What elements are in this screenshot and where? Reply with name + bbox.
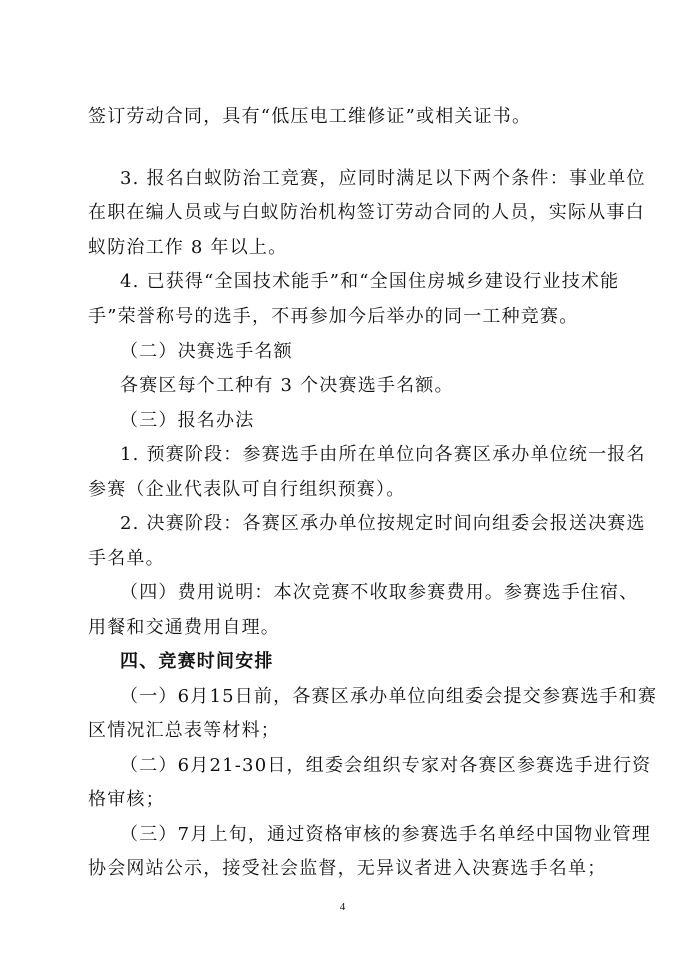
text-line: 参赛（企业代表队可自行组织预赛）。 bbox=[88, 479, 406, 500]
section-heading: （二）决赛选手名额 bbox=[120, 341, 293, 362]
page-number: 4 bbox=[339, 901, 346, 913]
text-line: 2. 决赛阶段：各赛区承办单位按规定时间向组委会报送决赛选 bbox=[120, 513, 646, 534]
text-line: 在职在编人员或与白蚁防治机构签订劳动合同的人员，实际从事白 bbox=[88, 202, 645, 223]
text-line: 1. 预赛阶段：参赛选手由所在单位向各赛区承办单位统一报名 bbox=[120, 444, 646, 465]
text-line: 各赛区每个工种有 3 个决赛选手名额。 bbox=[120, 375, 454, 396]
text-line: 手名单。 bbox=[88, 548, 165, 569]
chapter-heading: 四、竞赛时间安排 bbox=[120, 651, 274, 672]
text-line: 蚁防治工作 8 年以上。 bbox=[88, 237, 288, 258]
text-line: 区情况汇总表等材料； bbox=[88, 720, 280, 741]
text-line: 协会网站公示，接受社会监督，无异议者进入决赛选手名单； bbox=[88, 858, 607, 879]
text-line: 用餐和交通费用自理。 bbox=[88, 617, 280, 638]
section-heading: （三）报名办法 bbox=[120, 410, 255, 431]
text-line: （二）6月21-30日，组委会组织专家对各赛区参赛选手进行资 bbox=[120, 755, 652, 776]
text-line: （三）7月上旬，通过资格审核的参赛选手名单经中国物业管理 bbox=[120, 824, 652, 845]
text-line: （四）费用说明：本次竞赛不收取参赛费用。参赛选手住宿、 bbox=[120, 582, 639, 603]
text-line: 手”荣誉称号的选手，不再参加今后举办的同一工种竞赛。 bbox=[88, 306, 579, 327]
text-line: 格审核； bbox=[88, 789, 165, 810]
text-line: （一）6月15日前，各赛区承办单位向组委会提交参赛选手和赛 bbox=[120, 686, 658, 707]
text-line: 签订劳动合同，具有“低压电工维修证”或相关证书。 bbox=[88, 106, 532, 127]
text-line: 4. 已获得“全国技术能手”和“全国住房城乡建设行业技术能 bbox=[120, 271, 620, 292]
text-line: 3. 报名白蚁防治工竞赛，应同时满足以下两个条件：事业单位 bbox=[120, 168, 646, 189]
